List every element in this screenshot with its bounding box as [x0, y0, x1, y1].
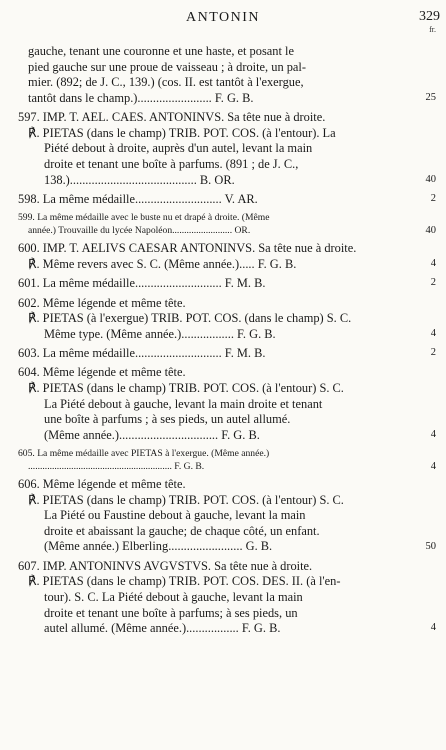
margin-value: 2 — [430, 347, 436, 359]
text-line: 599. La même médaille avec le buste nu et drapé à droite. (Même — [18, 212, 270, 224]
text-line: tantôt dans le champ.)........................ F. G. B. — [28, 90, 254, 105]
text-line: Même type. (Même année.)................. F. G. B. — [44, 326, 276, 341]
text-line: (Même année.)................................ F. G. B. — [44, 427, 260, 442]
text-line: ℟. PIETAS (dans le champ) TRIB. POT. COS. (à l'entour). La — [28, 125, 336, 140]
text-line: 602. Même légende et même tête. — [18, 295, 186, 310]
text-line: La Piété debout à gauche, levant la main droite et tenant — [44, 396, 323, 411]
margin-value: 4 — [430, 461, 436, 473]
text-line: 605. La même médaille avec PIETAS à l'exergue. (Même année.) — [18, 448, 270, 460]
text-line: ℟. Même revers avec S. C. (Même année.)..... F. G. B. — [28, 256, 297, 271]
unit-note: fr. — [429, 25, 436, 34]
text-line: Piété debout à droite, auprès d'un autel, levant la main — [44, 141, 313, 156]
text-line: mier. (892; de J. C., 139.) (cos. II. est tantôt à l'exergue, — [28, 75, 304, 90]
margin-value: 4 — [430, 622, 436, 634]
text-line: autel allumé. (Même année.)................. F. G. B. — [44, 621, 281, 636]
text-line: ............................................................ F. G. B. — [28, 461, 205, 473]
margin-value: 40 — [425, 225, 436, 237]
text-line: 138.)......................................... B. OR. — [44, 172, 235, 187]
text-line: année.) Trouvaille du lycée Napoléon......................... OR. — [28, 225, 251, 237]
text-line: 606. Même légende et même tête. — [18, 477, 186, 492]
text-line: 607. IMP. ANTONINVS AVGVSTVS. Sa tête nue à droite. — [18, 558, 313, 573]
text-line: une boîte à parfums ; à ses pieds, un autel allumé. — [44, 412, 291, 427]
margin-value: 50 — [425, 540, 436, 552]
text-line: droite et tenant une boîte à parfums. (891 ; de J. C., — [44, 156, 299, 171]
text-line: ℟. PIETAS (à l'exergue) TRIB. POT. COS. (dans le champ) S. C. — [28, 311, 352, 326]
margin-value: 25 — [425, 91, 436, 103]
text-line: 598. La même médaille............................ V. AR. — [18, 191, 258, 206]
text-line: 597. IMP. T. AEL. CAES. ANTONINVS. Sa tête nue à droite. — [18, 110, 326, 125]
margin-value: 4 — [430, 429, 436, 440]
text-line: 600. IMP. T. AELIVS CAESAR ANTONINVS. Sa tête nue à droite. — [18, 241, 357, 256]
text-line: droite et tenant une boîte à parfums; à ses pieds, un — [44, 605, 298, 620]
text-line: ℟. PIETAS (dans le champ) TRIB. POT. COS. (à l'entour) S. C. — [28, 492, 344, 507]
margin-value: 2 — [430, 193, 436, 204]
page-header — [0, 6, 446, 34]
text-line: La Piété ou Faustine debout à gauche, levant la main — [44, 508, 306, 523]
text-line: 604. Même légende et même tête. — [18, 365, 186, 380]
margin-value: 4 — [430, 257, 436, 269]
text-line: (Même année.) Elberling........................ G. B. — [44, 539, 273, 554]
text-line: droite et abaissant la gauche; de chaque côté, un enfant. — [44, 523, 320, 538]
text-line: ℟. PIETAS (dans le champ) TRIB. POT. COS. DES. II. (à l'en- — [28, 574, 341, 589]
margin-value: 40 — [425, 173, 436, 185]
running-title: ANTONIN — [185, 10, 260, 25]
text-line: 603. La même médaille............................ F. M. B. — [18, 346, 266, 361]
catalogue-text — [18, 44, 390, 637]
text-line: gauche, tenant une couronne et une haste, et posant le — [28, 44, 294, 58]
page-number: 329 — [419, 9, 440, 24]
margin-value: 2 — [430, 277, 436, 289]
text-line: pied gauche sur une proue de vaisseau ; à droite, un pal- — [28, 59, 307, 74]
text-line: ℟. PIETAS (dans le champ) TRIB. POT. COS. (à l'entour) S. C. — [28, 381, 344, 396]
text-line: tour). S. C. La Piété debout à gauche, levant la main — [44, 589, 303, 604]
margin-value: 4 — [430, 327, 436, 339]
text-line: 601. La même médaille............................ F. M. B. — [18, 276, 266, 291]
